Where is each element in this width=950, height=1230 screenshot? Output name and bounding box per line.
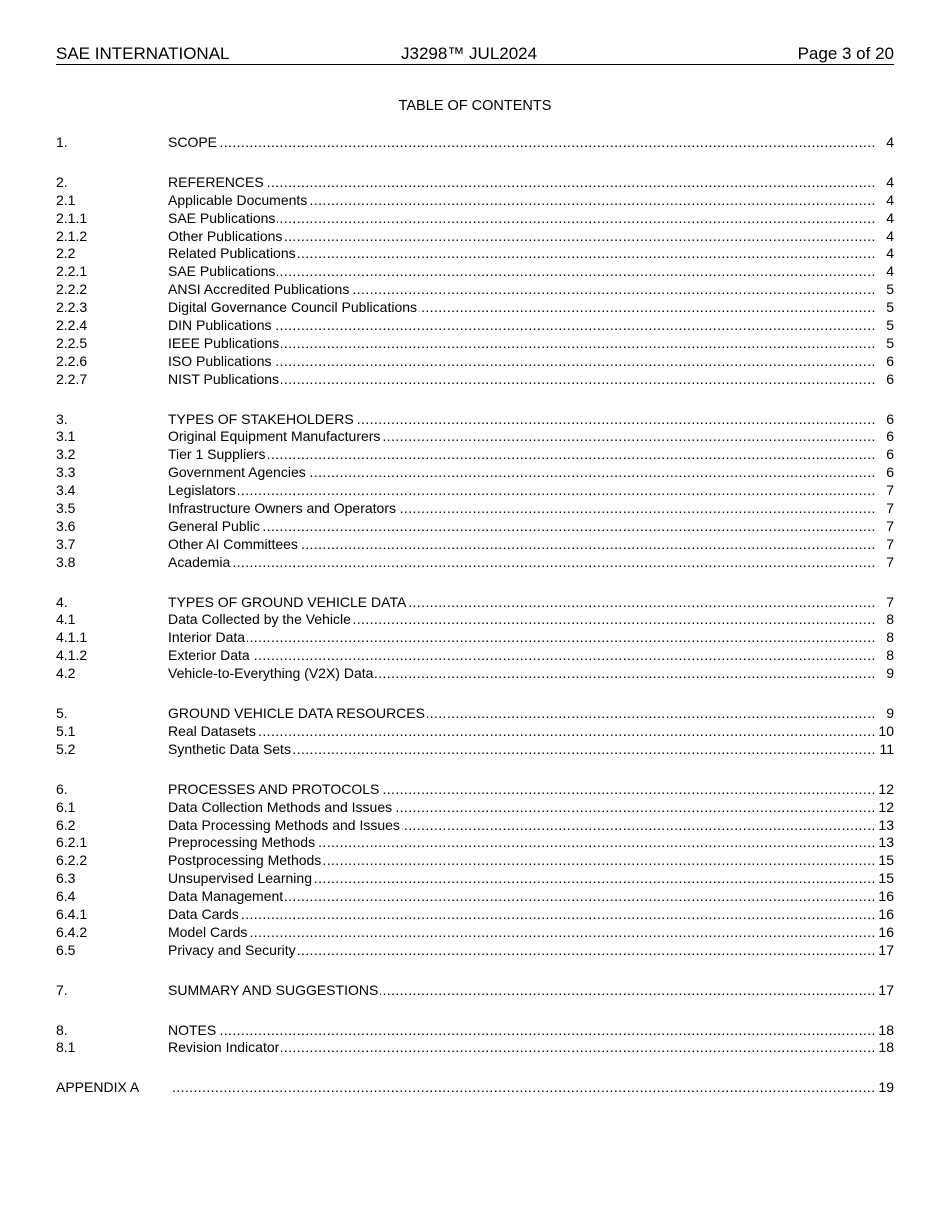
toc-entry-label-wrap bbox=[168, 723, 258, 741]
toc-dot-leader bbox=[168, 482, 876, 500]
toc-entry-title: NIST Publications bbox=[168, 370, 280, 387]
toc-entry-page: 5 bbox=[886, 334, 894, 351]
toc-entry-label-wrap bbox=[168, 781, 381, 799]
toc-dot-leader bbox=[168, 1022, 876, 1040]
toc-entry-page: 6 bbox=[886, 352, 894, 369]
toc-entry[interactable] bbox=[56, 411, 894, 429]
toc-title: TABLE OF CONTENTS bbox=[398, 98, 552, 114]
toc-entry-label-wrap bbox=[168, 317, 274, 335]
toc-entry-title: ANSI Accredited Publications bbox=[168, 281, 350, 298]
toc-entry[interactable] bbox=[56, 705, 894, 723]
toc-entry[interactable] bbox=[56, 611, 894, 629]
toc-entry[interactable] bbox=[56, 482, 894, 500]
toc-entry-title: Tier 1 Suppliers bbox=[168, 446, 266, 463]
toc-entry-page: 4 bbox=[886, 245, 894, 262]
header-page-number: Page 3 of 20 bbox=[797, 44, 894, 63]
toc-dot-leader bbox=[168, 134, 876, 152]
toc-entry-title: PROCESSES AND PROTOCOLS bbox=[168, 780, 380, 797]
toc-entry-label-wrap bbox=[168, 647, 252, 665]
toc-entry-title: DIN Publications bbox=[168, 317, 272, 334]
toc-entry-title: Model Cards bbox=[168, 923, 248, 940]
toc-dot-leader bbox=[168, 554, 876, 572]
toc-entry-label-wrap bbox=[168, 281, 351, 299]
toc-entry-label-wrap bbox=[168, 554, 232, 572]
toc-section bbox=[56, 594, 894, 683]
toc-entry[interactable] bbox=[56, 1022, 894, 1040]
toc-dot-leader bbox=[168, 924, 876, 942]
toc-entry-label-wrap bbox=[168, 870, 314, 888]
toc-entry-page: 7 bbox=[886, 535, 894, 552]
toc-entry-label-wrap bbox=[168, 888, 285, 906]
toc-entry-page: 11 bbox=[879, 740, 894, 757]
toc-entry-label-wrap bbox=[168, 924, 249, 942]
toc-entry-page: 6 bbox=[886, 370, 894, 387]
toc-entry-number: 2. bbox=[56, 173, 68, 190]
toc-entry-number: 3.2 bbox=[56, 446, 76, 463]
toc-entry-number: 4.2 bbox=[56, 665, 76, 682]
toc-entry[interactable] bbox=[56, 134, 894, 152]
toc-entry-label-wrap bbox=[168, 906, 241, 924]
toc-entry-label-wrap bbox=[168, 446, 268, 464]
toc-entry-label-wrap bbox=[168, 353, 274, 371]
toc-entry-page: 9 bbox=[886, 705, 894, 722]
toc-entry-label-wrap bbox=[168, 500, 398, 518]
toc-entry-number: 2.2 bbox=[56, 245, 76, 262]
toc-entry-page: 6 bbox=[886, 428, 894, 445]
toc-entry-page: 18 bbox=[878, 1039, 894, 1056]
toc-entry-title: Unsupervised Learning bbox=[168, 870, 312, 887]
toc-entry-label-wrap bbox=[168, 299, 419, 317]
toc-entry[interactable] bbox=[56, 665, 894, 683]
toc-entry-title: REFERENCES bbox=[168, 173, 264, 190]
toc-entry-number: 3.8 bbox=[56, 553, 76, 570]
toc-entry-page: 5 bbox=[886, 317, 894, 334]
toc-entry[interactable] bbox=[56, 245, 894, 263]
toc-entry-number: 3.1 bbox=[56, 428, 76, 445]
toc-entry[interactable] bbox=[56, 594, 894, 612]
toc-entry-number: 2.2.4 bbox=[56, 317, 88, 334]
toc-entry-label-wrap bbox=[168, 263, 277, 281]
toc-entry[interactable] bbox=[56, 353, 894, 371]
toc-entry-number: 6.2.2 bbox=[56, 852, 88, 869]
toc-entry-page: 12 bbox=[878, 780, 894, 797]
toc-dot-leader bbox=[168, 906, 876, 924]
toc-entry[interactable] bbox=[56, 982, 894, 1000]
toc-entry[interactable] bbox=[56, 924, 894, 942]
toc-entry-title: Original Equipment Manufacturers bbox=[168, 428, 381, 445]
toc-section bbox=[56, 174, 894, 389]
toc-entry-page: 7 bbox=[886, 593, 894, 610]
toc-section bbox=[56, 1022, 894, 1058]
toc-entry-label-wrap bbox=[168, 629, 247, 647]
toc-entry-title: Synthetic Data Sets bbox=[168, 740, 291, 757]
toc-entry-page: 5 bbox=[886, 281, 894, 298]
toc-entry-number: 4. bbox=[56, 593, 68, 610]
toc-entry-title: Exterior Data bbox=[168, 647, 250, 664]
toc-entry[interactable] bbox=[56, 888, 894, 906]
toc-entry-label-wrap bbox=[168, 411, 356, 429]
toc-entry-title: IEEE Publications bbox=[168, 334, 280, 351]
toc-entry[interactable] bbox=[56, 464, 894, 482]
toc-entry-label-wrap bbox=[168, 594, 408, 612]
toc-entry-number: APPENDIX A bbox=[56, 1079, 140, 1096]
toc-section bbox=[56, 982, 894, 1000]
toc-entry-title: General Public bbox=[168, 517, 260, 534]
toc-entry-title: GROUND VEHICLE DATA RESOURCES bbox=[168, 705, 425, 722]
toc-dot-leader bbox=[168, 317, 876, 335]
toc-entry-title: ISO Publications bbox=[168, 352, 272, 369]
toc-entry-number: 6.5 bbox=[56, 941, 76, 958]
toc-entry[interactable] bbox=[56, 647, 894, 665]
header-org: SAE INTERNATIONAL bbox=[56, 44, 230, 63]
toc-entry-page: 7 bbox=[886, 517, 894, 534]
toc-entry-page: 17 bbox=[878, 981, 894, 998]
toc-entry-page: 4 bbox=[886, 191, 894, 208]
toc-entry-title: Interior Data bbox=[168, 629, 246, 646]
toc-dot-leader bbox=[168, 629, 876, 647]
toc-entry-number: 2.1 bbox=[56, 191, 76, 208]
toc-entry[interactable] bbox=[56, 263, 894, 281]
toc-entry-number: 8.1 bbox=[56, 1039, 76, 1056]
toc-entry-label-wrap bbox=[168, 705, 427, 723]
toc-entry-page: 4 bbox=[886, 173, 894, 190]
toc-entry[interactable] bbox=[56, 299, 894, 317]
toc-dot-leader bbox=[168, 353, 876, 371]
toc-entry-title: SAE Publications bbox=[168, 263, 276, 280]
toc-section bbox=[56, 1079, 894, 1097]
toc-entry-number: 6. bbox=[56, 780, 68, 797]
toc-entry-title: Preprocessing Methods bbox=[168, 834, 316, 851]
toc-entry[interactable] bbox=[56, 741, 894, 759]
toc-entry-label-wrap bbox=[168, 210, 277, 228]
toc-entry-number: 5.2 bbox=[56, 740, 76, 757]
toc-entry-page: 4 bbox=[886, 134, 894, 150]
toc-entry-number: 4.1 bbox=[56, 611, 76, 628]
toc-entry-number: 3.6 bbox=[56, 517, 76, 534]
toc-entry-label-wrap bbox=[168, 852, 323, 870]
toc-entry-page: 7 bbox=[886, 500, 894, 517]
toc-entry-page: 18 bbox=[878, 1021, 894, 1038]
toc-entry-title: Vehicle-to-Everything (V2X) Data bbox=[168, 665, 374, 682]
toc-dot-leader bbox=[168, 647, 876, 665]
toc-entry-label-wrap bbox=[168, 228, 284, 246]
toc-entry-number: 3.4 bbox=[56, 482, 76, 499]
toc-section bbox=[56, 411, 894, 572]
toc-entry-label-wrap bbox=[168, 665, 375, 683]
toc-entry-label-wrap bbox=[168, 245, 298, 263]
toc-entry-label-wrap bbox=[168, 741, 293, 759]
toc-entry[interactable] bbox=[56, 629, 894, 647]
toc-entry-label-wrap bbox=[168, 834, 317, 852]
toc-entry-number: 8. bbox=[56, 1021, 68, 1038]
toc-entry-label-wrap bbox=[168, 134, 219, 152]
header-doc-id: J3298™ JUL2024 bbox=[401, 44, 538, 63]
toc-entry[interactable] bbox=[56, 1079, 894, 1097]
toc-entry-page: 6 bbox=[886, 446, 894, 463]
toc-entry[interactable] bbox=[56, 281, 894, 299]
toc-entry-label-wrap bbox=[168, 482, 238, 500]
toc-section bbox=[56, 705, 894, 759]
toc-entry[interactable] bbox=[56, 781, 894, 799]
toc-entry[interactable] bbox=[56, 174, 894, 192]
toc-entry-number: 2.2.6 bbox=[56, 352, 88, 369]
toc-entry-title: Other Publications bbox=[168, 227, 283, 244]
toc-entry-page: 19 bbox=[878, 1079, 894, 1096]
toc-entry-label-wrap bbox=[168, 799, 394, 817]
toc-entry-number: 2.2.7 bbox=[56, 370, 88, 387]
toc-entry-number: 7. bbox=[56, 981, 68, 998]
toc-entry-page: 13 bbox=[878, 816, 894, 833]
toc-entry-title: Academia bbox=[168, 553, 231, 570]
toc-section bbox=[56, 781, 894, 960]
toc-entry-number: 3.5 bbox=[56, 500, 76, 517]
toc-entry-label-wrap bbox=[168, 174, 266, 192]
toc-entry-title: SCOPE bbox=[168, 134, 218, 150]
toc-entry[interactable] bbox=[56, 906, 894, 924]
toc-entry-number: 2.2.2 bbox=[56, 281, 88, 298]
toc-entry-label-wrap bbox=[168, 817, 402, 835]
toc-entry-page: 13 bbox=[878, 834, 894, 851]
toc-entry-page: 17 bbox=[878, 941, 894, 958]
toc-entry[interactable] bbox=[56, 317, 894, 335]
toc-entry-label-wrap bbox=[168, 1022, 218, 1040]
toc-entry-page: 7 bbox=[886, 553, 894, 570]
toc-entry-title: Data Collected by the Vehicle bbox=[168, 611, 351, 628]
toc-entry-title: SUMMARY AND SUGGESTIONS bbox=[168, 981, 379, 998]
toc-entry-number: 1. bbox=[56, 134, 68, 150]
toc-entry-number: 6.4 bbox=[56, 888, 76, 905]
toc-entry-page: 16 bbox=[878, 905, 894, 922]
toc-dot-leader bbox=[168, 518, 876, 536]
toc-section bbox=[56, 134, 894, 152]
toc-entry-page: 15 bbox=[878, 852, 894, 869]
toc-entry[interactable] bbox=[56, 192, 894, 210]
toc-entry-title: Revision Indicator bbox=[168, 1039, 280, 1056]
toc-entry-page: 6 bbox=[886, 464, 894, 481]
toc-entry[interactable] bbox=[56, 723, 894, 741]
toc-entry-page: 12 bbox=[878, 798, 894, 815]
table-of-contents bbox=[56, 134, 894, 1119]
toc-entry[interactable] bbox=[56, 1039, 894, 1057]
toc-dot-leader bbox=[168, 446, 876, 464]
toc-entry-label-wrap bbox=[168, 611, 353, 629]
toc-entry[interactable] bbox=[56, 500, 894, 518]
toc-entry[interactable] bbox=[56, 536, 894, 554]
toc-dot-leader bbox=[168, 174, 876, 192]
toc-entry-number: 5. bbox=[56, 705, 68, 722]
toc-entry[interactable] bbox=[56, 210, 894, 228]
toc-entry-title: Digital Governance Council Publications bbox=[168, 299, 418, 316]
toc-entry-title: Government Agencies bbox=[168, 464, 306, 481]
toc-entry-label-wrap bbox=[168, 371, 281, 389]
toc-entry-title: Postprocessing Methods bbox=[168, 852, 322, 869]
toc-entry-title: Real Datasets bbox=[168, 722, 256, 739]
toc-entry-number: 6.2 bbox=[56, 816, 76, 833]
toc-entry-title: Infrastructure Owners and Operators bbox=[168, 500, 396, 517]
toc-entry[interactable] bbox=[56, 446, 894, 464]
toc-entry-page: 7 bbox=[886, 482, 894, 499]
toc-entry-page: 5 bbox=[886, 299, 894, 316]
toc-dot-leader bbox=[168, 723, 876, 741]
toc-entry-page: 15 bbox=[878, 870, 894, 887]
toc-entry[interactable] bbox=[56, 852, 894, 870]
toc-entry-number: 2.2.5 bbox=[56, 334, 88, 351]
toc-entry[interactable] bbox=[56, 799, 894, 817]
toc-entry-page: 16 bbox=[878, 888, 894, 905]
toc-entry-title: Applicable Documents bbox=[168, 191, 308, 208]
toc-entry-page: 4 bbox=[886, 263, 894, 280]
toc-entry-page: 6 bbox=[886, 410, 894, 427]
toc-entry-title: SAE Publications bbox=[168, 209, 276, 226]
toc-entry-number: 4.1.1 bbox=[56, 629, 88, 646]
toc-entry-title: Related Publications bbox=[168, 245, 296, 262]
toc-entry-number: 4.1.2 bbox=[56, 647, 88, 664]
toc-entry[interactable] bbox=[56, 518, 894, 536]
toc-entry-label-wrap bbox=[168, 428, 382, 446]
toc-entry-label-wrap bbox=[168, 536, 300, 554]
toc-entry-title: Data Management bbox=[168, 888, 284, 905]
toc-entry-title: Data Collection Methods and Issues bbox=[168, 798, 393, 815]
toc-entry-page: 8 bbox=[886, 629, 894, 646]
toc-entry-title: Privacy and Security bbox=[168, 941, 296, 958]
toc-entry-number: 2.2.1 bbox=[56, 263, 88, 280]
toc-entry-label-wrap bbox=[168, 518, 262, 536]
toc-entry-number: 6.1 bbox=[56, 798, 76, 815]
toc-entry[interactable] bbox=[56, 817, 894, 835]
toc-entry-number: 6.4.2 bbox=[56, 923, 88, 940]
toc-entry-number: 2.1.1 bbox=[56, 209, 88, 226]
toc-entry-title: Data Processing Methods and Issues bbox=[168, 816, 400, 833]
toc-entry-number: 3.3 bbox=[56, 464, 76, 481]
toc-entry-number: 2.1.2 bbox=[56, 227, 88, 244]
toc-entry-number: 6.3 bbox=[56, 870, 76, 887]
toc-entry-page: 10 bbox=[878, 722, 894, 739]
toc-entry-page: 4 bbox=[886, 209, 894, 226]
toc-entry-page: 4 bbox=[886, 227, 894, 244]
toc-dot-leader bbox=[172, 1079, 876, 1097]
toc-entry-page: 9 bbox=[886, 665, 894, 682]
toc-entry[interactable] bbox=[56, 942, 894, 960]
page-header bbox=[56, 44, 894, 65]
toc-entry-number: 6.2.1 bbox=[56, 834, 88, 851]
toc-entry[interactable] bbox=[56, 371, 894, 389]
toc-entry-label-wrap bbox=[168, 942, 298, 960]
toc-entry-number: 6.4.1 bbox=[56, 905, 88, 922]
toc-entry-number: 5.1 bbox=[56, 722, 76, 739]
toc-entry-title: TYPES OF STAKEHOLDERS bbox=[168, 410, 354, 427]
toc-entry-number: 3. bbox=[56, 410, 68, 427]
toc-entry-label-wrap bbox=[168, 335, 281, 353]
toc-entry-title: Data Cards bbox=[168, 905, 239, 922]
toc-entry[interactable] bbox=[56, 335, 894, 353]
toc-entry[interactable] bbox=[56, 428, 894, 446]
toc-entry-number: 2.2.3 bbox=[56, 299, 88, 316]
toc-entry-page: 8 bbox=[886, 611, 894, 628]
toc-entry-title: TYPES OF GROUND VEHICLE DATA bbox=[168, 593, 407, 610]
toc-entry-page: 8 bbox=[886, 647, 894, 664]
toc-entry[interactable] bbox=[56, 554, 894, 572]
toc-entry-label-wrap bbox=[168, 982, 380, 1000]
toc-entry[interactable] bbox=[56, 870, 894, 888]
toc-entry-label-wrap bbox=[168, 464, 308, 482]
toc-entry-label-wrap bbox=[168, 1039, 281, 1057]
toc-entry-page: 16 bbox=[878, 923, 894, 940]
toc-entry-title: NOTES bbox=[168, 1021, 217, 1038]
toc-entry-number: 3.7 bbox=[56, 535, 76, 552]
toc-entry-label-wrap bbox=[168, 192, 309, 210]
toc-entry-title: Other AI Committees bbox=[168, 535, 298, 552]
toc-entry[interactable] bbox=[56, 228, 894, 246]
toc-entry[interactable] bbox=[56, 834, 894, 852]
toc-entry-title: Legislators bbox=[168, 482, 236, 499]
